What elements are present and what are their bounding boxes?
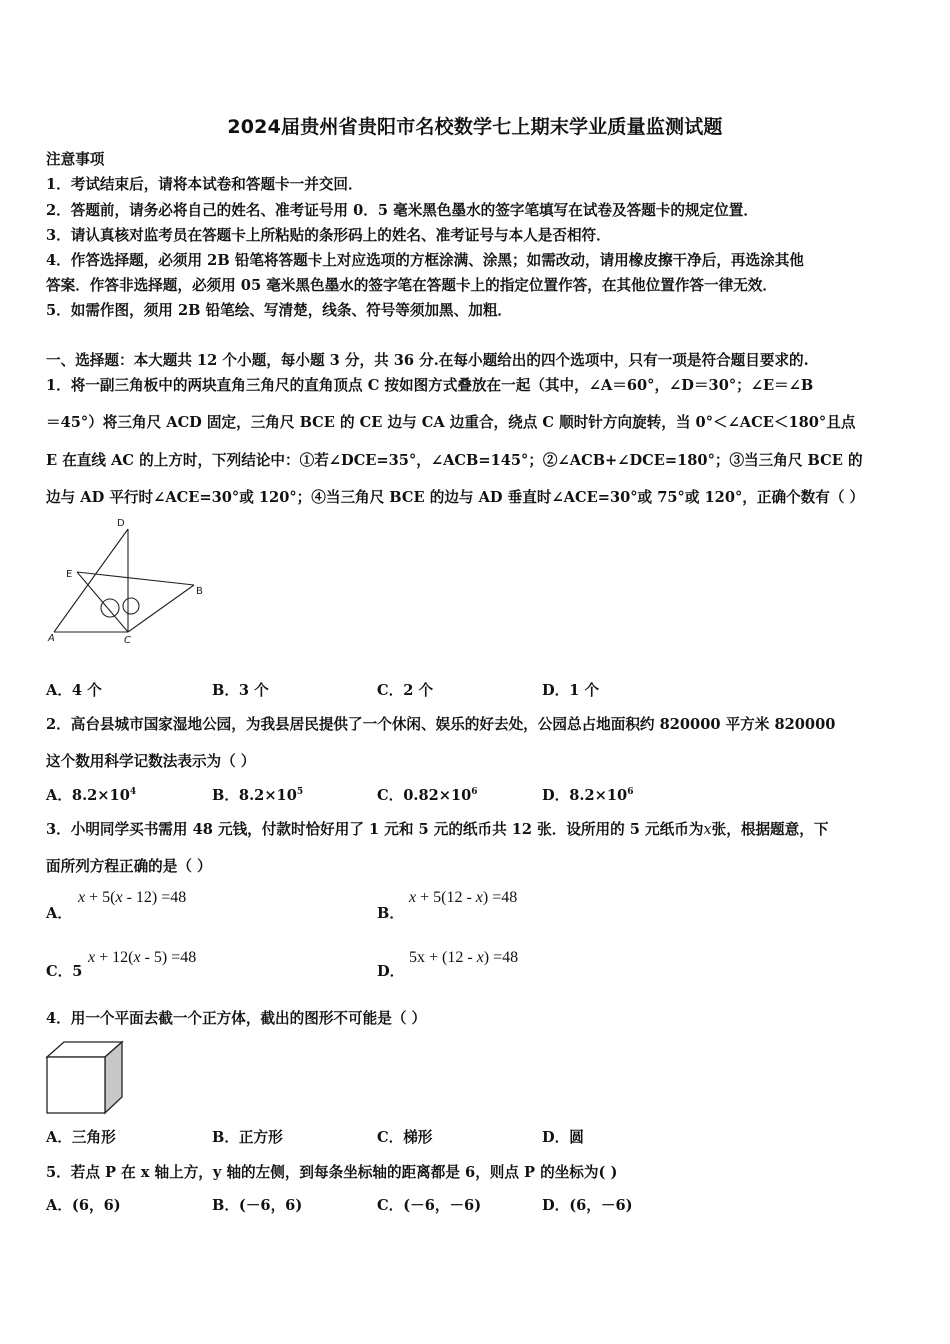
q3-text: 3．小明同学买书需用 48 元钱，付款时恰好用了 1 元和 5 元的纸币共 12 张．设所用的 5 元纸币为x张，根据题意，下 xyxy=(46,821,829,838)
q5-option-c[interactable]: C．(－6，－6) xyxy=(377,1197,482,1214)
q1-text: 1．将一副三角板中的两块直角三角尺的直角顶点 C 按如图方式叠放在一起（其中，∠A＝60°，∠D＝30°；∠E＝∠B xyxy=(46,377,814,394)
q3-option-c-label[interactable]: C．5 xyxy=(46,963,83,980)
q2-text: 2．高台县城市国家湿地公园，为我县居民提供了一个休闲、娱乐的好去处，公园总占地面积约 820000 平方米 820000 xyxy=(46,716,836,733)
q2-option-c[interactable]: C．$0.82\times 10^6$ xyxy=(377,787,478,804)
q5-option-b[interactable]: B．(－6，6) xyxy=(212,1197,303,1214)
q1-option-a[interactable]: A．4 个 xyxy=(46,682,102,699)
q3-text: 面所列方程正确的是（ ） xyxy=(46,858,212,875)
q4-text: 4．用一个平面去截一个正方体，截出的图形不可能是（ ） xyxy=(46,1010,427,1027)
notice-heading: 注意事项 xyxy=(46,151,105,168)
segment-AD xyxy=(54,529,128,632)
q4-option-d[interactable]: D．圆 xyxy=(542,1129,584,1146)
angle-arc-right xyxy=(123,598,139,614)
q5-option-a[interactable]: A．(6，6) xyxy=(46,1197,121,1214)
q4-option-c[interactable]: C．梯形 xyxy=(377,1129,433,1146)
q5-option-d[interactable]: D．(6，－6) xyxy=(542,1197,633,1214)
page-title: 2024届贵州省贵阳市名校数学七上期末学业质量监测试题 xyxy=(227,116,723,138)
q1-text: ＝45°）将三角尺 ACD 固定，三角尺 BCE 的 CE 边与 CA 边重合，绕点 C 顺时针方向旋转，当 0°＜∠ACE＜180°且点 xyxy=(46,414,856,431)
notice-item: 5．如需作图，须用 2B 铅笔绘、写清楚，线条、符号等须加黑、加粗． xyxy=(46,302,513,319)
triangle-figure xyxy=(44,515,214,647)
q1-option-b[interactable]: B．3 个 xyxy=(212,682,269,699)
notice-item: 答案．作答非选择题，必须用 05 毫米黑色墨水的签字笔在答题卡上的指定位置作答，在其他位置作答一律无效． xyxy=(46,277,777,294)
notice-item: 1．考试结束后，请将本试卷和答题卡一并交回． xyxy=(46,176,363,193)
label-E: E xyxy=(66,569,73,580)
q2-text: 这个数用科学记数法表示为（ ） xyxy=(46,753,256,770)
q4-option-a[interactable]: A．三角形 xyxy=(46,1129,116,1146)
q3-option-b-label[interactable]: B． xyxy=(377,905,404,922)
q3-option-c-equation[interactable]: x + 12(x - 5) =48 xyxy=(88,949,197,966)
q4-option-b[interactable]: B．正方形 xyxy=(212,1129,283,1146)
q3-option-d-equation[interactable]: 5x + (12 - x) =48 xyxy=(409,949,519,966)
q1-option-c[interactable]: C．2 个 xyxy=(377,682,434,699)
segment-BC xyxy=(128,585,194,632)
label-A: A xyxy=(48,633,55,644)
label-C: C xyxy=(124,635,131,646)
notice-item: 3．请认真核对监考员在答题卡上所粘贴的条形码上的姓名、准考证号与本人是否相符． xyxy=(46,227,611,244)
q3-option-a-equation[interactable]: x + 5(x - 12) =48 xyxy=(78,889,187,906)
angle-arc-left xyxy=(101,599,119,617)
notice-item: 4．作答选择题，必须用 2B 铅笔将答题卡上对应选项的方框涂满、涂黑；如需改动，请用橡皮擦干净后，再选涂其他 xyxy=(46,252,804,269)
cube-icon xyxy=(44,1040,126,1116)
q1-option-d[interactable]: D．1 个 xyxy=(542,682,600,699)
q3-option-b-equation[interactable]: x + 5(12 - x) =48 xyxy=(409,889,518,906)
q2-option-a[interactable]: A．$8.2\times 10^4$ xyxy=(46,787,137,804)
label-B: B xyxy=(196,586,203,597)
segment-EB xyxy=(77,572,194,585)
q1-text: 边与 AD 平行时∠ACE=30°或 120°；④当三角尺 BCE 的边与 AD 垂直时∠ACE=30°或 75°或 120°，正确个数有（ ） xyxy=(46,489,865,506)
segment-EC xyxy=(77,572,128,632)
q2-option-d[interactable]: D．$8.2\times 10^6$ xyxy=(542,787,634,804)
q3-option-d-label[interactable]: D． xyxy=(377,963,405,980)
notice-item: 2．答题前，请务必将自己的姓名、准考证号用 0．5 毫米黑色墨水的签字笔填写在试卷及答题卡的规定位置． xyxy=(46,202,758,219)
q3-option-a-label[interactable]: A． xyxy=(46,905,72,922)
section-heading: 一、选择题：本大题共 12 个小题，每小题 3 分，共 36 分.在每小题给出的四个选项中，只有一项是符合题目要求的. xyxy=(46,352,809,369)
q2-option-b[interactable]: B．$8.2\times 10^5$ xyxy=(212,787,304,804)
q5-text: 5．若点 P 在 x 轴上方，y 轴的左侧，到每条坐标轴的距离都是 6，则点 P 的坐标为( ) xyxy=(46,1164,618,1181)
q1-text: E 在直线 AC 的上方时，下列结论中：①若∠DCE=35°，∠ACB=145°；②∠ACB+∠DCE=180°；③当三角尺 BCE 的 xyxy=(46,452,863,469)
label-D: D xyxy=(117,518,125,529)
